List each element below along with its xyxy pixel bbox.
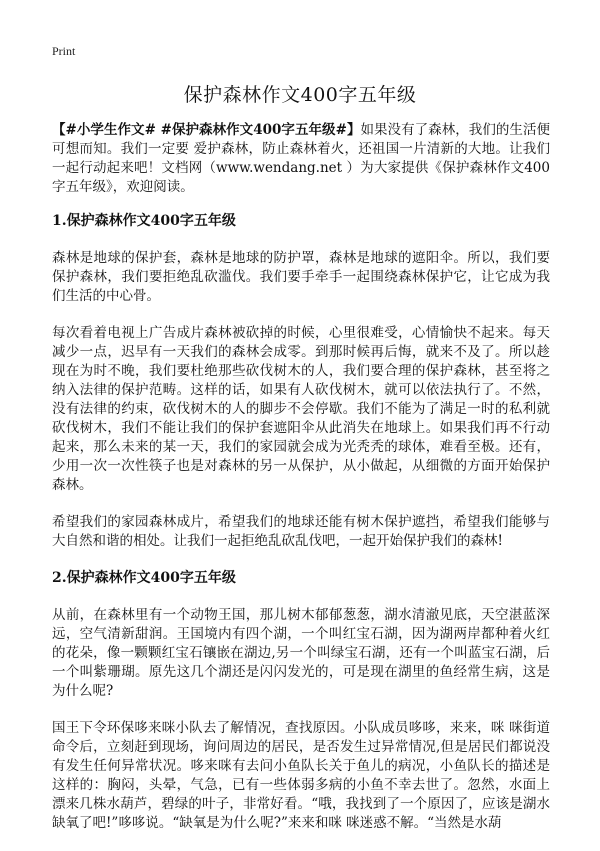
intro-tags: 【#小学生作文# #保护森林作文400字五年级#】	[52, 122, 361, 138]
section-heading-2: 2.保护森林作文400字五年级	[52, 570, 236, 586]
section-2-paragraph-2: 国王下令环保哆来咪小队去了解情况，查找原因。小队成员哆哆，来来，咪 咪街道命令后，立刻赶到现场，询问周边的居民，是否发生过异常情况,但是居民们都说没有发生任何异常状况。哆来咪有去问小鱼队长关于鱼儿的病况，小鱼队长的描述是这样的：胸闷，头晕，气急，已有一些体弱多病的小鱼不幸去世了。忽然，水面上漂来几株水葫芦，碧绿的叶子，非常好看。“哦，我找到了一个原因了，应该是湖水缺氧了吧!”哆哆说。“缺氧是为什么呢?”来来和咪 咪迷惑不解。“当然是水葫	[52, 720, 550, 831]
section-1-paragraph-3: 希望我们的家园森林成片，希望我们的地球还能有树木保护遮挡，希望我们能够与大自然和谐的相处。让我们一起拒绝乱砍乱伐吧，一起开始保护我们的森林!	[52, 514, 550, 549]
section-1-paragraph-1: 森林是地球的保护套，森林是地球的防护罩，森林是地球的遮阳伞。所以，我们要保护森林，我们要拒绝乱砍滥伐。我们要手牵手一起围绕森林保护它，让它成为我们生活的中心骨。	[52, 250, 550, 304]
print-label: Print	[52, 44, 76, 58]
intro-text: 如果没有了森林，我们的生活便可想而知。我们一定要 爱护森林，防止森林着火，还祖国一片清新的大地。让我们一起行动起来吧！文档网（www.wendang.net ）为大家提供《保护森林作文400字五年级》，欢迎阅读。	[52, 122, 550, 195]
document-title: 保护森林作文400字五年级	[183, 84, 417, 106]
section-1-paragraph-2: 每次看着电视上广告成片森林被砍掉的时候，心里很难受，心情愉快不起来。每天减少一点，迟早有一天我们的森林会成零。到那时候再后悔，就来不及了。所以趁现在为时不晚，我们要杜绝那些砍伐树木的人，我们要合理的保护森林，甚至将之纳入法律的保护范畴。这样的话，如果有人砍伐树木，就可以依法执行了。不然，没有法律的约束，砍伐树木的人的脚步不会停歇。我们不能为了满足一时的私利就砍伐树木，我们不能让我们的保护套遮阳伞从此消失在地球上。如果我们再不行动起来，那么未来的某一天，我们的家园就会成为光秃秃的球体，难看至极。还有，少用一次一次性筷子也是对森林的另一从保护，从小做起，从细微的方面开始保护森林。	[52, 325, 550, 493]
section-2-paragraph-1: 从前，在森林里有一个动物王国，那儿树木郁郁葱葱，湖水清澈见底，天空湛蓝深远，空气清新甜润。王国境内有四个湖，一个叫红宝石湖，因为湖两岸都种着火红的花朵，像一颗颗红宝石镶嵌在湖边,另一个叫绿宝石湖，还有一个叫蓝宝石湖，后一个叫紫珊瑚。原先这几个湖还是闪闪发光的，可是现在湖里的鱼经常生病，这是为什么呢?	[52, 607, 550, 699]
document-body	[52, 121, 550, 851]
intro-paragraph	[52, 121, 550, 197]
section-heading-1: 1.保护森林作文400字五年级	[52, 213, 236, 229]
